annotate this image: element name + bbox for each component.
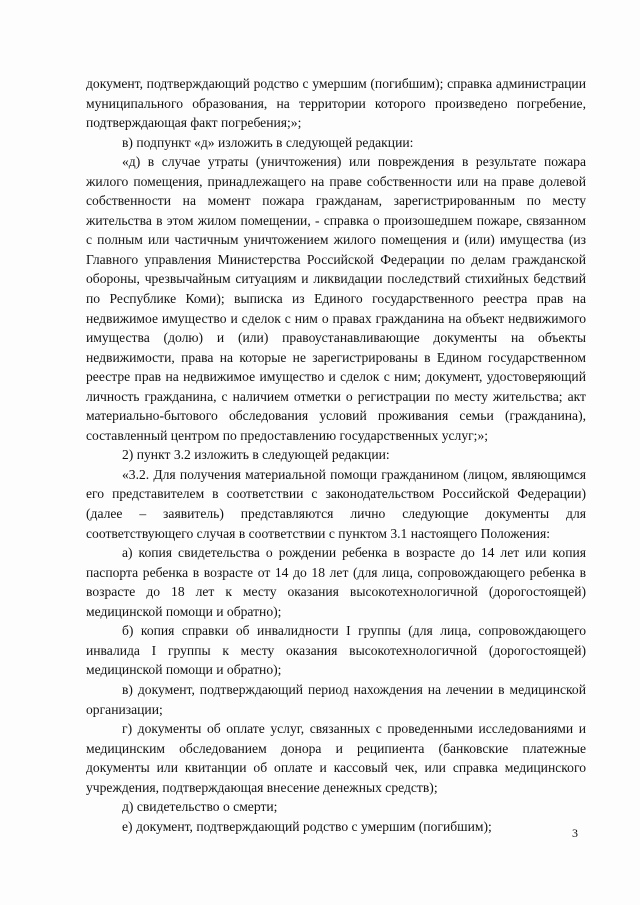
- paragraph-5: «3.2. Для получения материальной помощи гражданином (лицом, являющимся его представителем в соответствии с законодательством Российской Федерации) (далее – заявитель) представляются лично следующие документы для соответствующего случая в соответствии с пунктом 3.1 настоящего Положения:: [86, 466, 586, 541]
- paragraph-10: д) свидетельство о смерти;: [122, 799, 278, 815]
- paragraph-8: в) документ, подтверждающий период нахождения на лечении в медицинской организации;: [86, 681, 586, 717]
- paragraph-6: а) копия свидетельства о рождении ребенка в возрасте до 14 лет или копия паспорта ребенка в возрасте от 14 до 18 лет (для лица, сопровождающего ребенка в возрасте до 18 лет к месту оказания высокотехнологичной (дорогостоящей) медицинской помощи и обратно);: [86, 545, 586, 619]
- paragraph-1: документ, подтверждающий родство с умершим (погибшим); справка администрации муниципального образования, на территории которого произведено погребение, подтверждающая факт погребения;»;: [86, 76, 586, 131]
- page-number: 3: [572, 826, 578, 840]
- paragraph-3: «д) в случае утраты (уничтожения) или повреждения в результате пожара жилого помещения, принадлежащего на праве собственности или на праве долевой собственности на момент пожара гражданам, зарегистрированным по месту жительства в этом жилом помещении, - справка о произошедшем пожаре, связанном с полным или частичным уничтожением жилого помещения и (или) имущества (из Главного управления Министерства Российской Федерации по делам гражданской обороны, чрезвычайным ситуациям и ликвидации последствий стихийных бедствий по Республике Коми); выписка из Единого государственного реестра прав на недвижимое имущество и сделок с ним о правах гражданина на объект недвижимого имущества (долю) и (или) правоустанавливающие документы на объекты недвижимости, права на которые не зарегистрированы в Едином государственном реестре прав на недвижимое имущество и сделок с ним; документ, удостоверяющий личность гражданина, с наличием отметки о регистрации по месту жительства; акт материально-бытового обследования условий проживания семьи (гражданина), составленный центром по предоставлению государственных услуг;»;: [86, 154, 586, 443]
- paragraph-11: е) документ, подтверждающий родство с умершим (погибшим);: [122, 818, 492, 834]
- document-body: [86, 74, 586, 836]
- paragraph-7: б) копия справки об инвалидности I группы (для лица, сопровождающего инвалида I группы к месту оказания высокотехнологичной (дорогостоящей) медицинской помощи и обратно);: [86, 623, 586, 678]
- paragraph-9: г) документы об оплате услуг, связанных с проведенными исследованиями и медицинским обследованием донора и реципиента (банковские платежные документы или квитанции об оплате и кассовый чек, или справка медицинского учреждения, подтверждающая внесение денежных средств);: [86, 721, 586, 795]
- paragraph-4: 2) пункт 3.2 изложить в следующей редакции:: [122, 447, 390, 463]
- paragraph-2: в) подпункт «д» изложить в следующей редакции:: [122, 134, 414, 150]
